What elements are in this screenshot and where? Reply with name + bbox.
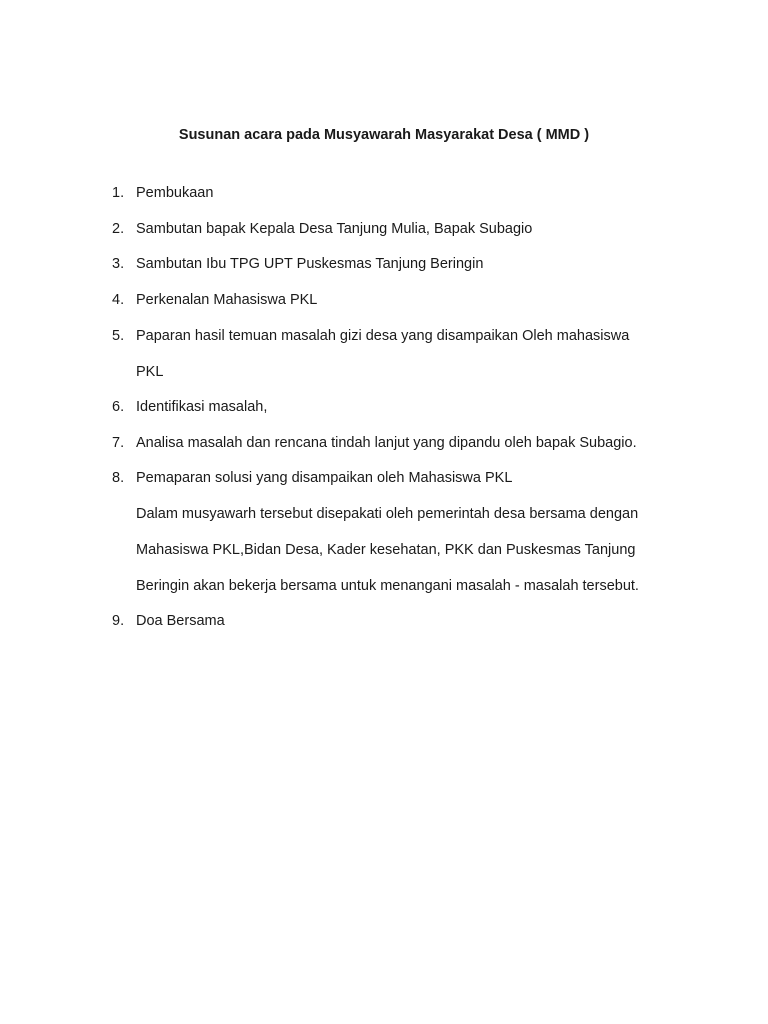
agenda-number: 2. (112, 221, 125, 237)
agenda-number: 6. (112, 399, 125, 415)
agenda-text: Pembukaan (136, 185, 214, 201)
agenda-text: Doa Bersama (136, 613, 225, 629)
agenda-paragraph-line: Beringin akan bekerja bersama untuk menangani masalah - masalah tersebut. (136, 578, 639, 594)
agenda-number: 3. (112, 256, 125, 272)
agenda-text: Analisa masalah dan rencana tindah lanjut yang dipandu oleh bapak Subagio. (136, 435, 637, 451)
agenda-text: Sambutan bapak Kepala Desa Tanjung Mulia, Bapak Subagio (136, 221, 533, 237)
agenda-number: 5. (112, 328, 125, 344)
agenda-paragraph-line: Mahasiswa PKL,Bidan Desa, Kader kesehatan, PKK dan Puskesmas Tanjung (136, 542, 636, 558)
agenda-text: Sambutan Ibu TPG UPT Puskesmas Tanjung Beringin (136, 256, 484, 272)
agenda-number: 7. (112, 435, 125, 451)
agenda-text: Identifikasi masalah, (136, 399, 268, 415)
agenda-text: Perkenalan Mahasiswa PKL (136, 292, 318, 308)
agenda-text: Paparan hasil temuan masalah gizi desa yang disampaikan Oleh mahasiswa (136, 328, 630, 344)
document-title: Susunan acara pada Musyawarah Masyarakat Desa ( MMD ) (178, 127, 590, 143)
agenda-text-continuation: PKL (136, 364, 164, 380)
agenda-number: 9. (112, 613, 125, 629)
agenda-text: Pemaparan solusi yang disampaikan oleh Mahasiswa PKL (136, 470, 513, 486)
agenda-paragraph-line: Dalam musyawarh tersebut disepakati oleh pemerintah desa bersama dengan (136, 506, 639, 522)
agenda-number: 8. (112, 470, 125, 486)
agenda-number: 4. (112, 292, 125, 308)
agenda-number: 1. (112, 185, 125, 201)
